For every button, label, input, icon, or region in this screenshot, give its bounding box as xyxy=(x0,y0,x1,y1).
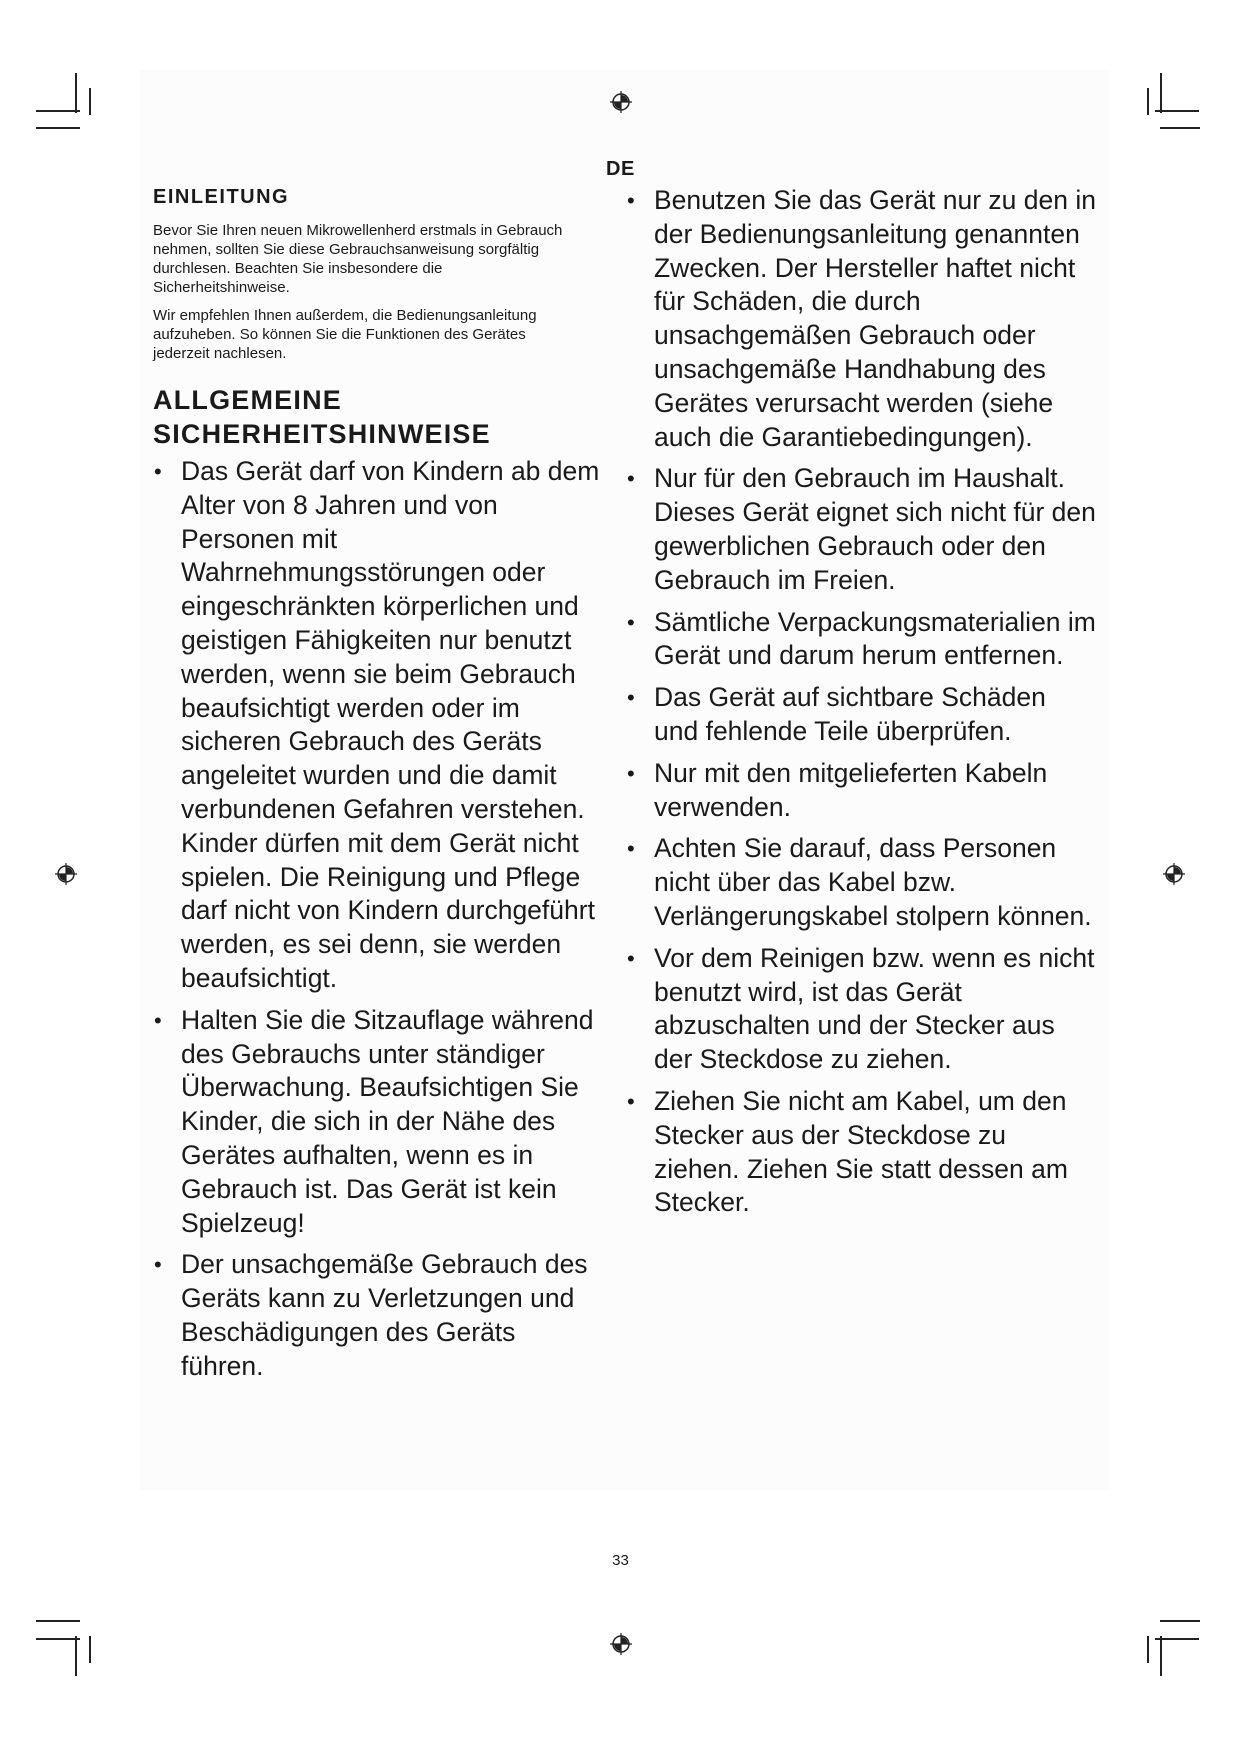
bullet-icon: • xyxy=(627,945,635,971)
right-column xyxy=(626,184,1096,1228)
registration-target-icon xyxy=(610,91,632,113)
bullet-icon: • xyxy=(154,459,162,484)
bullet-icon: • xyxy=(627,760,635,786)
intro-paragraph: Bevor Sie Ihren neuen Mikrowellenherd erstmals in Gebrauch nehmen, sollten Sie diese Gebrauchsanweisung sorgfältig durchlesen. Beachten Sie insbesondere die Sicherheitshinweise. xyxy=(153,222,563,296)
bullet-icon: • xyxy=(627,188,635,213)
intro-section xyxy=(153,221,603,363)
list-item: • Nur mit den mitgelieferten Kabeln verwenden. xyxy=(627,757,1048,822)
bullet-icon: • xyxy=(627,1088,635,1114)
registration-target-icon xyxy=(1163,863,1185,885)
list-item: • Das Gerät darf von Kindern ab dem Alter von 8 Jahren und von Personen mit Wahrnehmungsstörungen oder eingeschränkten körperlichen und geistigen Fähigkeiten nur benutzt werden, wenn sie beim Gebrauch beaufsichtigt werden oder im sicheren Gebrauch des Geräts angeleitet wurden und die damit verbundenen Gefahren verstehen. Kinder dürfen mit dem Gerät nicht spielen. Die Reinigung und Pflege darf nicht von Kindern durchgeführt werden, es sei denn, sie werden beaufsichtigt. xyxy=(154,456,600,993)
registration-target-icon xyxy=(610,1633,632,1655)
safety-heading: ALLGEMEINE SICHERHEITSHINWEISE xyxy=(153,385,491,449)
registration-target-icon xyxy=(55,863,77,885)
list-item: • Halten Sie die Sitzauflage während des Gebrauchs unter ständiger Überwachung. Beaufsichtigen Sie Kinder, die sich in der Nähe des Gerätes aufhalten, wenn es in Gebrauch ist. Das Gerät ist kein Spielzeug! xyxy=(154,1004,594,1238)
safety-list-left xyxy=(153,455,603,1384)
intro-paragraph: Wir empfehlen Ihnen außerdem, die Bedienungsanleitung aufzuheben. So können Sie die Funktionen des Gerätes jederzeit nachlesen. xyxy=(153,307,537,362)
bullet-icon: • xyxy=(627,685,635,711)
left-column xyxy=(153,186,603,1392)
bullet-icon: • xyxy=(627,466,635,492)
list-item: • Der unsachgemäße Gebrauch des Geräts kann zu Verletzungen und Beschädigungen des Geräts führen. xyxy=(154,1249,588,1381)
list-item: • Achten Sie darauf, dass Personen nicht über das Kabel bzw. Verlängerungskabel stolpern können. xyxy=(627,833,1092,931)
list-item: • Das Gerät auf sichtbare Schäden und fehlende Teile überprüfen. xyxy=(627,682,1046,746)
intro-heading: EINLEITUNG xyxy=(153,186,290,208)
bullet-icon: • xyxy=(627,836,635,862)
bullet-icon: • xyxy=(627,609,635,635)
list-item: • Benutzen Sie das Gerät nur zu den in der Bedienungsanleitung genannten Zwecken. Der Hersteller haftet nicht für Schäden, die durch unsachgemäßen Gebrauch oder unsachgemäße Handhabung des Gerätes verursacht werden (siehe auch die Garantiebedingungen). xyxy=(627,185,1096,452)
bullet-icon: • xyxy=(154,1007,162,1033)
page-number: 33 xyxy=(612,1552,629,1569)
language-tag: DE xyxy=(606,158,635,180)
safety-list-right xyxy=(626,184,1096,1220)
list-item: • Nur für den Gebrauch im Haushalt. Dieses Gerät eignet sich nicht für den gewerblichen Gebrauch oder den Gebrauch im Freien. xyxy=(627,463,1096,595)
list-item: • Vor dem Reinigen bzw. wenn es nicht benutzt wird, ist das Gerät abzuschalten und der Stecker aus der Steckdose zu ziehen. xyxy=(627,942,1095,1075)
bullet-icon: • xyxy=(154,1252,162,1278)
list-item: • Ziehen Sie nicht am Kabel, um den Stecker aus der Steckdose zu ziehen. Ziehen Sie statt dessen am Stecker. xyxy=(627,1085,1068,1218)
list-item: • Sämtliche Verpackungsmaterialien im Gerät und darum herum entfernen. xyxy=(627,606,1096,671)
